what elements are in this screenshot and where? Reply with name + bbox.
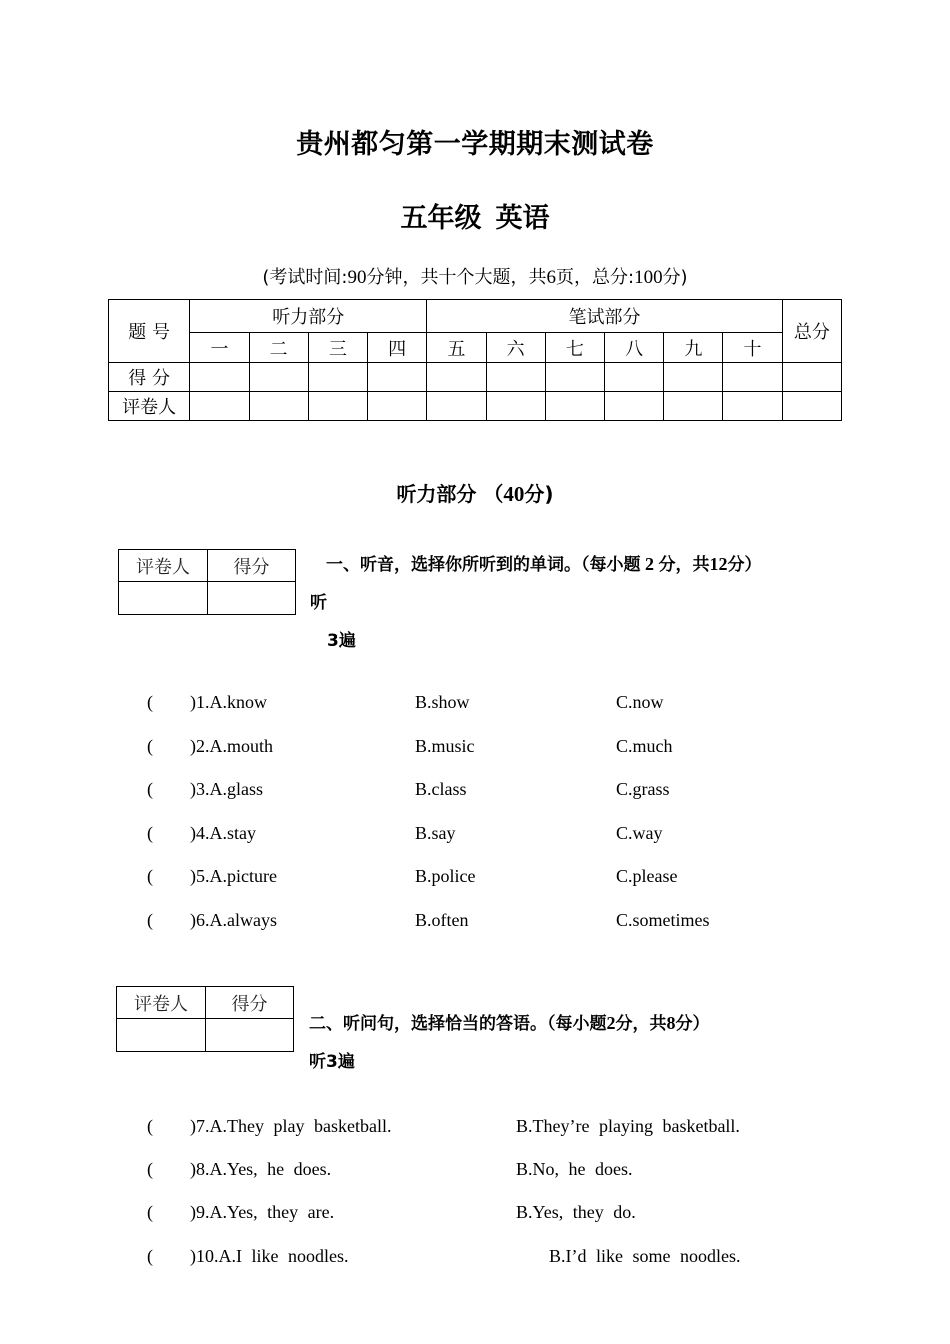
question-option-a: )7.A.They play basketball. xyxy=(190,1116,392,1136)
answer-paren[interactable]: ( xyxy=(147,823,153,843)
grader-cell[interactable] xyxy=(604,392,663,421)
grader-cell[interactable] xyxy=(723,392,782,421)
score-cell[interactable] xyxy=(308,363,367,392)
section-points-close: 分) xyxy=(524,482,554,506)
grader-box-label: 评卷人 xyxy=(117,987,206,1019)
grader-cell[interactable] xyxy=(249,392,308,421)
part1-total-value: 12 xyxy=(709,554,728,574)
grader-cell[interactable] xyxy=(427,392,486,421)
part-number: 六 xyxy=(486,333,545,363)
grader-box-cell[interactable] xyxy=(119,582,208,615)
listening-section-title xyxy=(0,478,950,507)
score-cell[interactable] xyxy=(604,363,663,392)
part-number: 三 xyxy=(308,333,367,363)
score-cell[interactable] xyxy=(427,363,486,392)
grader-cell[interactable] xyxy=(782,392,841,421)
question-option-b: B.often xyxy=(415,910,469,930)
writing-header: 笔试部分 xyxy=(427,300,782,333)
grader-box-part2 xyxy=(116,986,294,1052)
info-prefix: (考试时间: xyxy=(262,267,348,288)
score-cell[interactable] xyxy=(249,363,308,392)
score-row-label: 得 分 xyxy=(109,363,190,392)
total-header: 总分 xyxy=(782,300,841,363)
question-option-c: C.sometimes xyxy=(616,910,710,930)
answer-paren[interactable]: ( xyxy=(147,692,153,712)
part1-title-line2: 听 xyxy=(310,593,327,613)
part2-title-b: 分，共 xyxy=(615,1014,667,1034)
answer-paren[interactable]: ( xyxy=(147,1159,153,1179)
answer-paren[interactable]: ( xyxy=(147,910,153,930)
grader-row-label: 评卷人 xyxy=(109,392,190,421)
score-table xyxy=(108,299,842,421)
exam-info xyxy=(0,263,950,289)
part1-title-line3: 3遍 xyxy=(327,631,356,651)
answer-paren[interactable]: ( xyxy=(147,1202,153,1222)
score-cell[interactable] xyxy=(782,363,841,392)
grader-box-cell[interactable] xyxy=(206,1019,294,1052)
part-number: 十 xyxy=(723,333,782,363)
question-option-a: )9.A.Yes, they are. xyxy=(190,1202,335,1222)
subject-label: 英语 xyxy=(495,203,550,234)
grader-cell[interactable] xyxy=(308,392,367,421)
info-mid2: 页，总分: xyxy=(555,267,635,288)
part-number: 五 xyxy=(427,333,486,363)
exam-subtitle xyxy=(0,196,950,235)
answer-paren[interactable]: ( xyxy=(147,779,153,799)
question-option-a: )10.A.I like noodles. xyxy=(190,1246,349,1266)
section-title-text: 听力部分 xyxy=(396,482,477,506)
question-option-c: C.now xyxy=(616,692,664,712)
grader-cell[interactable] xyxy=(545,392,604,421)
question-option-a: )6.A.always xyxy=(190,910,277,930)
question-option-a: )4.A.stay xyxy=(190,823,256,843)
question-option-c: C.grass xyxy=(616,779,670,799)
part-number: 九 xyxy=(664,333,723,363)
question-option-b: B.show xyxy=(415,692,470,712)
part1-title xyxy=(326,550,762,575)
part-number: 二 xyxy=(249,333,308,363)
total-value: 100 xyxy=(634,267,663,288)
section-points-value: 40 xyxy=(503,482,525,506)
score-cell[interactable] xyxy=(545,363,604,392)
grader-cell[interactable] xyxy=(664,392,723,421)
part-number: 四 xyxy=(368,333,427,363)
score-cell[interactable] xyxy=(723,363,782,392)
info-suffix: 分) xyxy=(662,267,688,288)
section-points-open: （ xyxy=(483,482,504,506)
question-number-header: 题 号 xyxy=(109,300,190,363)
part2-total-value: 8 xyxy=(666,1013,676,1033)
question-option-c: C.much xyxy=(616,736,673,756)
grader-box-score-label: 得分 xyxy=(206,987,294,1019)
grader-box-part1 xyxy=(118,549,296,615)
question-option-c: C.way xyxy=(616,823,663,843)
grader-box-label: 评卷人 xyxy=(119,550,208,582)
part-number: 八 xyxy=(604,333,663,363)
question-option-b: B.say xyxy=(415,823,456,843)
part2-title xyxy=(309,1009,710,1034)
question-option-b: B.No, he does. xyxy=(516,1159,633,1179)
grader-cell[interactable] xyxy=(190,392,249,421)
question-option-b: B.music xyxy=(415,736,475,756)
listening-header: 听力部分 xyxy=(190,300,427,333)
score-cell[interactable] xyxy=(664,363,723,392)
score-cell[interactable] xyxy=(190,363,249,392)
question-option-a: )1.A.know xyxy=(190,692,267,712)
question-option-b: B.class xyxy=(415,779,467,799)
answer-paren[interactable]: ( xyxy=(147,1116,153,1136)
grader-box-cell[interactable] xyxy=(208,582,296,615)
exam-title: 贵州都匀第一学期期末测试卷 xyxy=(296,129,654,160)
time-value: 90 xyxy=(347,267,367,288)
part2-per-value: 2 xyxy=(606,1013,616,1033)
question-option-b: B.I’d like some noodles. xyxy=(549,1246,741,1266)
info-mid1: 分钟，共十个大题，共 xyxy=(366,267,547,288)
question-option-c: C.please xyxy=(616,866,678,886)
part2-title-c: 分） xyxy=(675,1014,710,1034)
pages-value: 6 xyxy=(546,267,556,288)
grader-row xyxy=(109,392,842,421)
answer-paren[interactable]: ( xyxy=(147,1246,153,1266)
part-number: 一 xyxy=(190,333,249,363)
grader-cell[interactable] xyxy=(368,392,427,421)
question-option-a: )2.A.mouth xyxy=(190,736,273,756)
grader-cell[interactable] xyxy=(486,392,545,421)
grader-box-cell[interactable] xyxy=(117,1019,206,1052)
answer-paren[interactable]: ( xyxy=(147,736,153,756)
question-option-a: )8.A.Yes, he does. xyxy=(190,1159,332,1179)
score-row xyxy=(109,363,842,392)
part2-title-line2: 听3遍 xyxy=(309,1052,355,1072)
grader-box-score-label: 得分 xyxy=(208,550,296,582)
question-option-b: B.Yes, they do. xyxy=(516,1202,636,1222)
part-number: 七 xyxy=(545,333,604,363)
answer-paren[interactable]: ( xyxy=(147,866,153,886)
grade-label: 五年级 xyxy=(400,203,482,234)
part1-title-a: 一、听音，选择你所听到的单词。（每小题 xyxy=(326,555,641,575)
question-option-b: B.police xyxy=(415,866,476,886)
score-cell[interactable] xyxy=(368,363,427,392)
part2-title-a: 二、听问句，选择恰当的答语。（每小题 xyxy=(309,1014,607,1034)
question-option-a: )3.A.glass xyxy=(190,779,263,799)
part1-title-c: 分） xyxy=(727,555,762,575)
part1-per-value: 2 xyxy=(645,554,654,574)
question-option-b: B.They’re playing basketball. xyxy=(516,1116,740,1136)
part1-title-b: 分，共 xyxy=(658,555,710,575)
question-option-a: )5.A.picture xyxy=(190,866,277,886)
score-cell[interactable] xyxy=(486,363,545,392)
